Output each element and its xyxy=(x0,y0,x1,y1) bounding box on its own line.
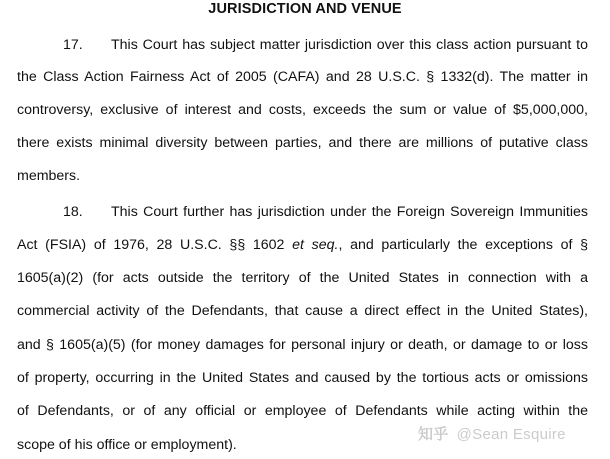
watermark xyxy=(418,423,566,444)
paragraph-line: scope of his office or employment). xyxy=(17,437,237,453)
paragraph-line: commercial activity of the Defendants, that cause a direct effect in the United States), xyxy=(17,303,588,319)
watermark-handle: @Sean Esquire xyxy=(456,426,566,443)
watermark-logo: 知乎 xyxy=(418,426,449,443)
paragraph-text: This Court further has jurisdiction under the Foreign Sovereign Immunities xyxy=(111,204,588,220)
paragraph-line: controversy, exclusive of interest and costs, exceeds the sum or value of $5,000,000, xyxy=(17,102,588,118)
paragraph-line: there exists minimal diversity between parties, and there are millions of putative class xyxy=(17,135,588,151)
paragraph-number: 17. xyxy=(63,37,83,53)
paragraph-text: Act (FSIA) of 1976, 28 U.S.C. §§ 1602 xyxy=(17,237,293,253)
paragraph-number: 18. xyxy=(63,204,83,220)
italic-citation: et seq. xyxy=(292,237,339,253)
page-heading: JURISDICTION AND VENUE xyxy=(208,1,402,17)
paragraph-line xyxy=(17,203,588,221)
paragraph-line: the Class Action Fairness Act of 2005 (CAFA) and 28 U.S.C. § 1332(d). The matter in xyxy=(17,69,588,85)
paragraph-text: This Court has subject matter jurisdiction over this class action pursuant to xyxy=(111,37,588,53)
paragraph-text: , and particularly the exceptions of § xyxy=(338,237,588,253)
paragraph-line: 1605(a)(2) (for acts outside the territory of the United States in connection with a xyxy=(17,270,588,286)
paragraph-line xyxy=(17,36,588,54)
paragraph-line: and § 1605(a)(5) (for money damages for personal injury or death, or damage to or loss xyxy=(17,337,588,353)
paragraph-line: of Defendants, or of any official or employee of Defendants while acting within the xyxy=(17,403,588,419)
paragraph-line xyxy=(17,236,588,254)
paragraph-line: members. xyxy=(17,168,81,184)
paragraph-line: of property, occurring in the United States and caused by the tortious acts or omissions xyxy=(17,370,588,386)
